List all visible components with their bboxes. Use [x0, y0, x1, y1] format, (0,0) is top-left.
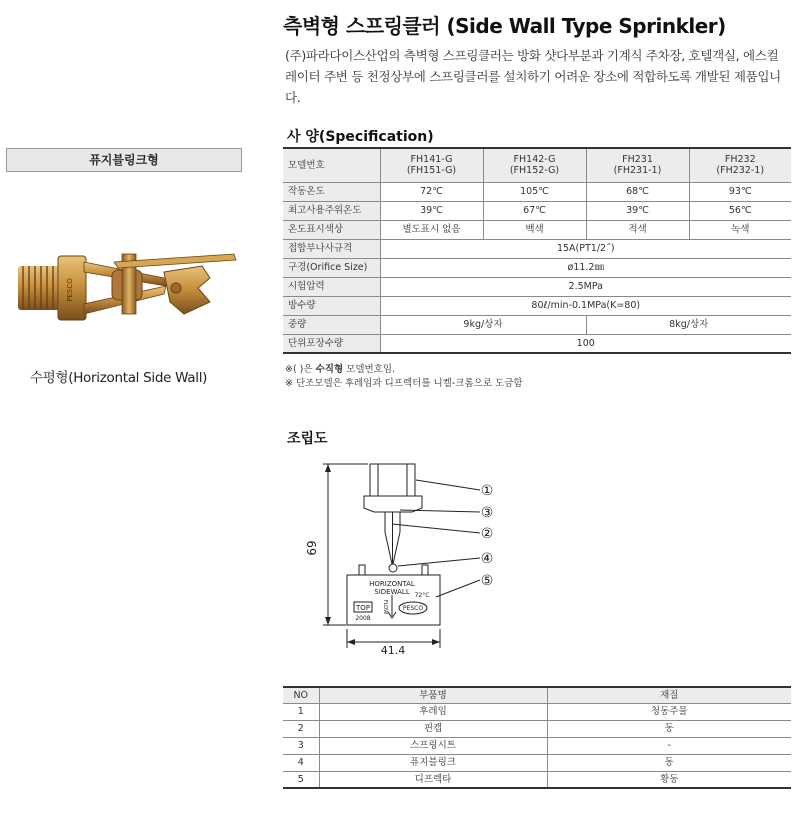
parts-cell: 2 — [283, 720, 319, 737]
spec-cell: 105℃ — [483, 182, 586, 201]
callout-3: ③ — [480, 505, 494, 521]
spec-row-label: 온도표시색상 — [283, 220, 380, 239]
spec-cell: 별도표시 없음 — [380, 220, 483, 239]
parts-cell: 동 — [547, 754, 791, 771]
spec-cell: 80ℓ/min-0.1MPa(K=80) — [380, 296, 791, 315]
spec-cell: 8kg/상자 — [586, 315, 791, 334]
note-bold: 수직형 — [315, 364, 344, 375]
model-sub: (FH152-G) — [509, 165, 560, 177]
assembly-title: 조립도 — [287, 431, 328, 447]
model-cell — [483, 148, 586, 182]
year-label: 2008 — [355, 615, 371, 622]
flow-label: FLOW — [382, 599, 388, 615]
parts-cell: 청동주물 — [547, 703, 791, 720]
spec-row-label: 방수량 — [283, 296, 380, 315]
spec-cell: 녹색 — [689, 220, 791, 239]
parts-cell: 황동 — [547, 771, 791, 788]
assembly-drawing — [280, 452, 520, 658]
parts-header: NO — [283, 687, 319, 703]
spec-cell: 100 — [380, 334, 791, 353]
spec-cell: 67℃ — [483, 201, 586, 220]
intro-paragraph: (주)파라다이스산업의 측벽형 스프링클러는 방화 샷다부분과 기계식 주차장, 호텔객실, 에스컬레이터 주변 등 천정상부에 스프링클러를 설치하기 어려운 장소에 적합하도록 개발된 제품입니다. — [285, 48, 781, 105]
svg-text:PESCO: PESCO — [66, 278, 74, 302]
parts-cell: 퓨지블링크 — [319, 754, 547, 771]
parts-cell: 1 — [283, 703, 319, 720]
note-text: 모델번호임. — [343, 364, 396, 375]
body-text-1: HORIZONTAL — [369, 580, 415, 588]
sprinkler-photo — [14, 232, 244, 342]
dim-width-text: 41.4 — [380, 644, 406, 657]
parts-cell: 핀캡 — [319, 720, 547, 737]
model-sub: (FH231-1) — [613, 165, 662, 177]
model-main: FH141-G — [410, 154, 453, 166]
spec-cell: 2.5MPa — [380, 277, 791, 296]
spec-cell: 72℃ — [380, 182, 483, 201]
callout-1: ① — [480, 483, 494, 499]
parts-table — [283, 686, 791, 789]
parts-cell: 스프링시트 — [319, 737, 547, 754]
spec-cell: 68℃ — [586, 182, 689, 201]
note-text: ※( )은 — [285, 364, 316, 375]
product-caption: 수평형(Horizontal Side Wall) — [30, 370, 208, 386]
spec-cell: 39℃ — [586, 201, 689, 220]
spec-cell: 93℃ — [689, 182, 791, 201]
spec-cell: ø11.2㎜ — [380, 258, 791, 277]
callout-2: ② — [480, 526, 494, 542]
spec-cell: 15A(PT1/2˝) — [380, 239, 791, 258]
note-line-1 — [285, 363, 523, 377]
spec-cell: 9kg/상자 — [380, 315, 586, 334]
note-line-2: ※ 단조모델은 후레임과 디프렉터를 니켈-크롬으로 도금함 — [285, 378, 523, 389]
dim-height-text: 69 — [305, 540, 319, 556]
spec-cell: 적색 — [586, 220, 689, 239]
page-title: 측벽형 스프링클러 (Side Wall Type Sprinkler) — [283, 14, 726, 38]
spec-title: 사 양(Specification) — [287, 129, 434, 145]
brand-label: PESCO — [402, 605, 424, 612]
spec-row-label: 구경(Orifice Size) — [283, 258, 380, 277]
spec-row-label: 접합부나사규격 — [283, 239, 380, 258]
spec-row-label: 중량 — [283, 315, 380, 334]
callout-4: ④ — [480, 551, 494, 567]
model-main: FH232 — [724, 154, 756, 166]
spec-cell: 56℃ — [689, 201, 791, 220]
spec-row-label: 최고사용주위온도 — [283, 201, 380, 220]
top-label: TOP — [355, 604, 371, 612]
parts-cell: 4 — [283, 754, 319, 771]
parts-cell: - — [547, 737, 791, 754]
parts-cell: 동 — [547, 720, 791, 737]
spec-table — [283, 147, 791, 354]
spec-row-label: 단위포장수량 — [283, 334, 380, 353]
parts-cell: 3 — [283, 737, 319, 754]
model-main: FH231 — [622, 154, 653, 166]
parts-header: 부품명 — [319, 687, 547, 703]
model-cell — [380, 148, 483, 182]
spec-cell: 백색 — [483, 220, 586, 239]
type-label-box: 퓨지블링크형 — [6, 148, 242, 172]
model-main: FH142-G — [513, 154, 556, 166]
spec-row-label: 시험압력 — [283, 277, 380, 296]
parts-header: 재질 — [547, 687, 791, 703]
spec-notes — [285, 363, 523, 391]
model-sub: (FH232-1) — [716, 165, 765, 177]
body-temp: 72°C — [414, 592, 430, 599]
spec-row-label: 작동온도 — [283, 182, 380, 201]
spec-cell: 39℃ — [380, 201, 483, 220]
model-cell — [586, 148, 689, 182]
model-sub: (FH151-G) — [406, 165, 457, 177]
body-text-2: SIDEWALL — [374, 588, 410, 596]
parts-cell: 5 — [283, 771, 319, 788]
parts-cell: 후레임 — [319, 703, 547, 720]
parts-cell: 디프렉타 — [319, 771, 547, 788]
callout-5: ⑤ — [480, 573, 494, 589]
model-cell — [689, 148, 791, 182]
spec-header-label: 모델번호 — [283, 148, 380, 182]
